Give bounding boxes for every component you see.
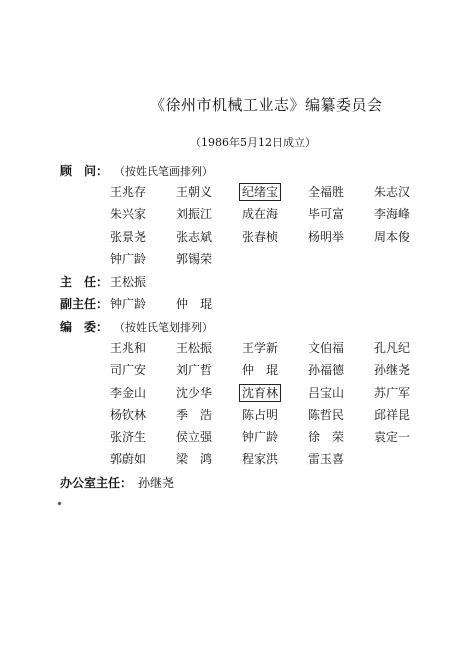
member-name-text: 张景尧 — [110, 229, 147, 244]
member-name — [242, 361, 308, 379]
advisors-label: 顾 问： — [60, 164, 109, 178]
editors-label: 编 委： — [60, 320, 109, 334]
boxed-member-name: 沈育林 — [239, 384, 281, 402]
member-name-text: 陈哲民 — [308, 407, 345, 422]
member-name — [308, 450, 374, 468]
member-name-text: 吕宝山 — [308, 385, 345, 400]
member-name-text: 郭锡荣 — [176, 251, 213, 266]
deputy-director-name: 仲 琨 — [176, 297, 213, 311]
member-name — [242, 406, 308, 424]
member-name-text: 陈占明 — [242, 407, 279, 422]
member-name-text: 李海峰 — [374, 207, 411, 222]
member-name — [176, 205, 242, 223]
member-name — [110, 428, 176, 446]
member-name — [176, 384, 242, 402]
member-name — [176, 406, 242, 424]
member-name — [110, 450, 176, 468]
member-name — [176, 183, 242, 201]
member-name-text: 仲 琨 — [242, 363, 279, 378]
member-name-text: 徐 荣 — [308, 430, 345, 445]
member-name-text: 司广安 — [110, 363, 147, 378]
member-name — [110, 339, 176, 357]
member-name-text: 孙福德 — [308, 363, 345, 378]
document-title: 《徐州市机械工业志》编纂委员会 — [150, 96, 383, 114]
office-director-label: 办公室主任： — [60, 476, 133, 490]
member-name-text: 王松振 — [176, 341, 213, 355]
member-name-text: 侯立强 — [176, 430, 213, 445]
member-name — [308, 228, 374, 246]
founding-date: （1986年5月12日成立） — [190, 136, 316, 149]
advisors-list — [110, 183, 440, 272]
member-name-text: 毕可富 — [308, 207, 345, 222]
member-name — [308, 183, 374, 201]
member-name — [308, 339, 374, 357]
member-name-text: 朱兴家 — [110, 207, 147, 222]
member-name — [242, 384, 308, 402]
member-name-text: 周本俊 — [374, 229, 411, 244]
member-name-text: 梁 鸿 — [176, 452, 213, 467]
member-name-text: 郭蔚如 — [110, 452, 147, 467]
member-name-text: 苏广军 — [374, 385, 411, 400]
director-name: 王松振 — [110, 275, 147, 289]
member-name — [110, 205, 176, 223]
member-name-text: 全福胜 — [308, 185, 345, 199]
member-name-text: 张志斌 — [176, 229, 213, 244]
member-name-text: 成在海 — [242, 207, 279, 222]
member-name-text: 王朝义 — [176, 185, 213, 199]
member-name — [374, 228, 440, 246]
member-name — [374, 384, 440, 402]
member-name-text: 文伯福 — [308, 341, 345, 355]
advisors-order-note: （按姓氏笔画排列） — [114, 165, 213, 178]
member-name-text: 沈少华 — [176, 385, 213, 400]
member-name-text: 王兆和 — [110, 341, 147, 355]
member-name — [176, 450, 242, 468]
member-name-text: 张春桢 — [242, 229, 279, 244]
member-name — [176, 361, 242, 379]
member-name — [110, 183, 176, 201]
member-name — [242, 428, 308, 446]
member-name — [110, 361, 176, 379]
member-name-text: 孔凡纪 — [374, 341, 411, 355]
editors-order-note: （按姓氏笔划排列） — [114, 321, 213, 334]
member-name-text: 刘振江 — [176, 207, 213, 222]
member-name-text: 朱志汉 — [374, 185, 411, 199]
editors-list — [110, 339, 440, 473]
member-name-text: 袁定一 — [374, 430, 411, 445]
member-name — [110, 406, 176, 424]
member-name-text: 刘广哲 — [176, 363, 213, 378]
member-name — [242, 450, 308, 468]
member-name — [242, 205, 308, 223]
member-name — [242, 183, 308, 201]
member-name — [242, 228, 308, 246]
member-name — [308, 361, 374, 379]
member-name — [176, 339, 242, 357]
member-name-text: 季 浩 — [176, 407, 213, 422]
office-director-name: 孙继尧 — [138, 476, 175, 490]
member-name — [374, 183, 440, 201]
member-name — [308, 406, 374, 424]
member-name-text: 钟广龄 — [110, 251, 147, 266]
member-name-text: 李金山 — [110, 385, 147, 400]
member-name — [110, 250, 176, 268]
member-name — [176, 428, 242, 446]
member-name — [374, 361, 440, 379]
member-name — [176, 250, 242, 268]
member-name-text: 杨明举 — [308, 229, 345, 244]
deputy-director-name: 钟广龄 — [110, 297, 147, 311]
member-name — [308, 205, 374, 223]
member-name-text: 王学新 — [242, 341, 279, 355]
member-name-text: 张济生 — [110, 430, 147, 445]
deputy-director-label: 副主任： — [60, 297, 109, 311]
member-name — [176, 228, 242, 246]
member-name-text: 程家洪 — [242, 452, 279, 467]
member-name-text: 杨钦林 — [110, 407, 147, 422]
member-name — [374, 406, 440, 424]
member-name — [110, 384, 176, 402]
boxed-member-name: 纪绪宝 — [239, 183, 281, 201]
member-name — [242, 339, 308, 357]
member-name — [374, 428, 440, 446]
member-name-text: 雷玉喜 — [308, 452, 345, 467]
member-name-text: 孙继尧 — [374, 363, 411, 378]
member-name — [110, 228, 176, 246]
member-name — [374, 339, 440, 357]
member-name-text: 邱祥昆 — [374, 407, 411, 422]
member-name-text: 钟广龄 — [242, 430, 279, 445]
member-name-text: 王兆存 — [110, 185, 147, 199]
member-name — [308, 428, 374, 446]
member-name — [308, 384, 374, 402]
member-name — [374, 205, 440, 223]
director-label: 主 任： — [60, 275, 109, 289]
ink-speck — [57, 501, 61, 505]
